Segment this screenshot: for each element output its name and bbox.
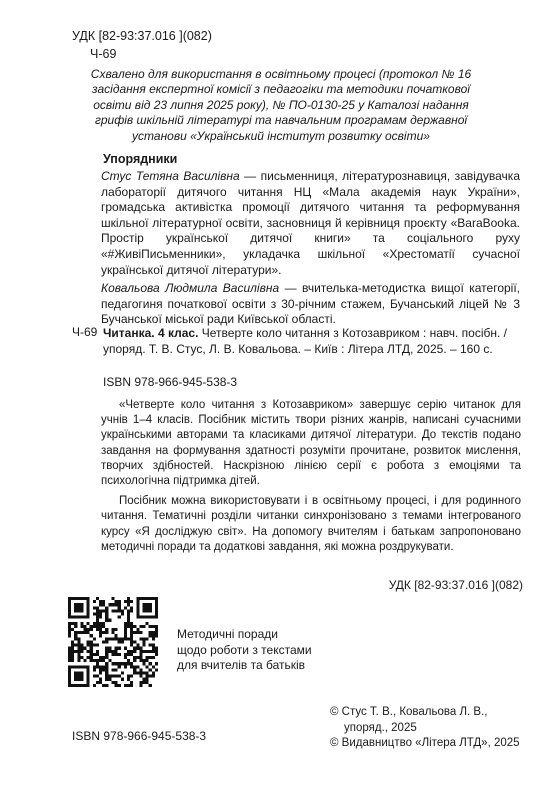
compiler-2-name: Ковальова Людмила Василівна xyxy=(101,281,280,296)
author-mark: Ч-69 xyxy=(90,47,117,61)
qr-caption-line-2: щодо роботи з текстами xyxy=(177,642,312,657)
annotation-paragraph-1: «Четверте коло читання з Котозавриком» завершує серію читанок для учнів 1–4 класів. Посібник містить твори різних жанрів, написані сучасними українськими авторами та класиками дитячої літератури. До текстів подано завдання на формування здатності розуміти прочитане, розвиток мислення, творчих здібностей. Наскрізною лінією серії є робота з емоціями та психологічна підтримка дітей. xyxy=(101,399,521,488)
udc-footer: УДК [82-93:37.016 ](082) xyxy=(388,578,523,592)
approval-note: Схвалено для використання в освітньому процесі (протокол № 16 засідання експертної комісії з педагогіки та методики початкової освіти від 23 липня 2025 року), № ПО-0130-25 у Каталозі надання грифів шкільній літературі та навчальним програмам державної установи «Український інститут розвитку освіти» xyxy=(90,67,472,143)
copyright-block xyxy=(330,705,525,752)
qr-caption-line-1: Методичні поради xyxy=(177,627,278,641)
compiler-2 xyxy=(101,281,520,328)
compilers-list xyxy=(101,169,520,328)
annotation-paragraph-2: Посібник можна використовувати і в освітньому процесі, і для родинного читання. Тематичні розділи читанки синхронізовано з темами інтегрованого курсу «Я досліджую світ». На допомогу вчителям і батькам запропоновано методичні поради та додаткові завдання, які можна роздрукувати. xyxy=(101,495,521,553)
compiler-1-name: Стус Тетяна Василівна xyxy=(101,169,240,183)
annotation xyxy=(101,398,521,555)
compiler-1-desc: — письменниця, літературознавиця, завідувачка лабораторії дитячого читання НЦ «Мала академія наук України», громадська активістка промоції дитячого читання та реформування шкільної літературної освіти, засновниця й керівниця проєкту «ВаraBooka. Простір української дитячої книги» та соціального руху «#ЖивіПисьменники», укладачка шкільної «Хрестоматії сучасної української дитячої літератури». xyxy=(101,169,520,277)
catalog-isbn: ISBN 978-966-945-538-3 xyxy=(103,375,238,389)
catalog-title: Читанка. 4 клас. xyxy=(103,326,199,340)
catalog-description: Четверте коло читання з Котозавриком : навч. посібн. / упоряд. Т. В. Стус, Л. В. Ковальова. – Київ : Літера ЛТД, 2025. – 160 с. xyxy=(103,326,508,356)
isbn-footer: ISBN 978-966-945-538-3 xyxy=(72,729,207,743)
qr-code-icon[interactable] xyxy=(68,597,158,687)
compiler-1 xyxy=(101,169,520,278)
copyright-publisher: © Видавництво «Літера ЛТД», 2025 xyxy=(330,737,520,749)
udc-code: УДК [82-93:37.016 ](082) xyxy=(72,29,212,43)
catalog-code: Ч-69 xyxy=(72,325,98,339)
compiler-2-desc: — вчителька-методистка вищої категорії, педагогиня початкової освіти з 30-річним стажем, Бучанський ліцей № 3 Бучанської міської ради Київської області. xyxy=(101,281,521,327)
compilers-heading: Упорядники xyxy=(103,152,178,166)
catalog-entry xyxy=(103,325,521,357)
qr-caption-line-3: для вчителів та батьків xyxy=(177,658,306,672)
copyright-compilers: © Стус Т. В., Ковальова Л. В., упоряд., 2025 xyxy=(330,706,488,734)
qr-caption xyxy=(177,627,367,674)
udc-header xyxy=(72,27,212,63)
